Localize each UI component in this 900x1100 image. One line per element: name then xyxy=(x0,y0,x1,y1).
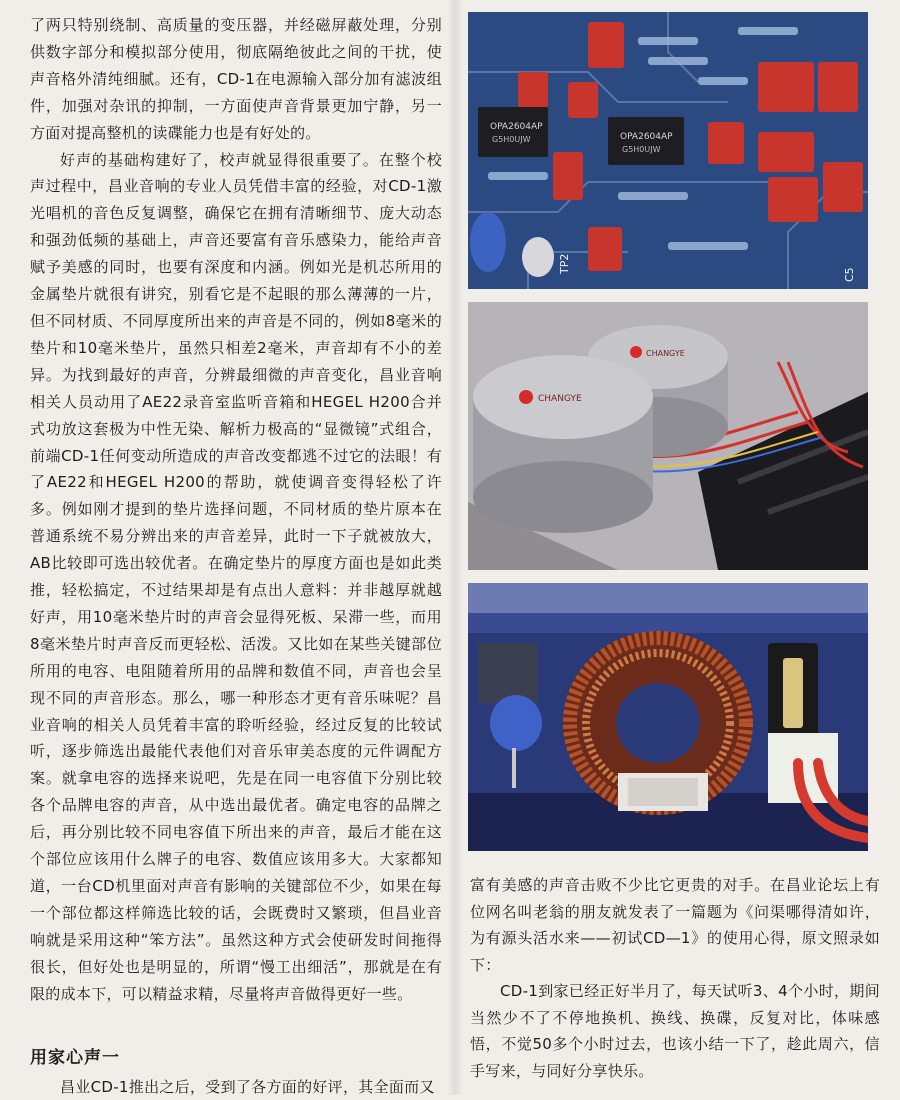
chip-label-1: OPA2604AP xyxy=(490,122,543,132)
page-fold-shadow xyxy=(447,0,463,1095)
pcb-label-c5: C5 xyxy=(843,267,856,282)
chip-code-1: G5H0UJW xyxy=(492,135,531,144)
right-paragraph-1: 富有美感的声音击败不少比它更贵的对手。在昌业论坛上有位网名叫老翁的朋友就发表了一篇题为《问渠哪得清如许，为有源头活水来——初试CD—1》的使用心得，原文照录如下： xyxy=(470,876,880,974)
chip-label-2: OPA2604AP xyxy=(620,132,673,142)
right-paragraph-2: CD-1到家已经正好半月了，每天试听3、4个小时，期间当然少不了不停地换机、换线、换碟，反复对比，体味感悟，不觉50多个小时过去，也该小结一下了，趁此周六，信手写来，与同好分享快乐。 xyxy=(470,982,880,1080)
toroid-photo xyxy=(468,583,868,851)
pcb-photo xyxy=(468,12,868,289)
transformer-photo xyxy=(468,302,868,570)
transformer-brand-1: CHANGYE xyxy=(646,349,685,358)
right-text-column xyxy=(470,872,880,1084)
chip-code-2: G5H0UJW xyxy=(622,145,661,154)
section-heading: 用家心声一 xyxy=(30,1047,120,1068)
left-text-column xyxy=(30,12,442,1100)
pcb-label-tp2: TP2 xyxy=(558,253,571,274)
paragraph-1: 了两只特别绕制、高质量的变压器，并经磁屏蔽处理，分别供数字部分和模拟部分使用，彻底隔绝彼此之间的干扰，使声音格外清纯细腻。还有，CD-1在电源输入部分加有滤波组件，加强对杂讯的抑制，一方面使声音背景更加宁静，另一方面对提高整机的读碟能力也是有好处的。 xyxy=(30,16,442,142)
section-intro-paragraph: 昌业CD-1推出之后，受到了各方面的好评，其全面而又 xyxy=(60,1077,435,1096)
paragraph-2: 好声的基础构建好了，校声就显得很重要了。在整个校声过程中，昌业音响的专业人员凭借丰富的经验，对CD-1激光唱机的音色反复调整，确保它在拥有清晰细节、庞大动态和强劲低频的基础上，声音还要富有音乐感染力，能给声音赋予美感的同时，也要有深度和内涵。例如光是机芯所用的金属垫片就很有讲究，别看它是不起眼的那么薄薄的一片，但不同材质、不同厚度所出来的声音是不同的，例如8毫米的垫片和10毫米垫片，虽然只相差2毫米，声音却有不小的差异。为找到最好的声音，分辨最细微的声音变化，昌业音响相关人员动用了AE22录音室监听音箱和HEGEL H200合并式功放这套极为中性无染、解析力极高的“显微镜”式组合，前端CD-1任何变动所造成的声音改变都逃不过它的法眼！有了AE22和HEGEL H200的帮助，就使调音变得轻松了许多。例如刚才提到的垫片选择问题，不同材质的垫片原本在普通系统不易分辨出来的声音差异，此时一下子就被放大，AB比较即可选出较优者。在确定垫片的厚度方面也是如此类推，轻松搞定，不过结果却是有点出人意料：并非越厚就越好声，用10毫米垫片时的声音会显得死板、呆滞一些，而用8毫米垫片时声音反而更轻松、活泼。又比如在某些关键部位所用的电容、电阻随着所用的品牌和数值不同，声音也会呈现不同的声音形态。那么，哪一种形态才更有音乐味呢？昌业音响的相关人员凭着丰富的聆听经验，经过反复的比较试听，逐步筛选出最能代表他们对音乐审美态度的元件调配方案。就拿电容的选择来说吧，先是在同一电容值下分别比较各个品牌电容的声音，从中选出最优者。确定电容的品牌之后，再分别比较不同电容值下所出来的声音，最后才能在这个部位应该用什么牌子的电容、数值应该用多大。大家都知道，一台CD机里面对声音有影响的关键部位不少，如果在每一个部位都这样筛选比较的话，会既费时又繁琐，但昌业音响就是采用这种“笨方法”。虽然这种方式会使研发时间拖得很长，但好处也是明显的，所谓“慢工出细活”，那就是在有限的成本下，可以精益求精，尽量将声音做得更好一些。 xyxy=(30,150,442,1003)
transformer-brand-2: CHANGYE xyxy=(538,394,582,404)
